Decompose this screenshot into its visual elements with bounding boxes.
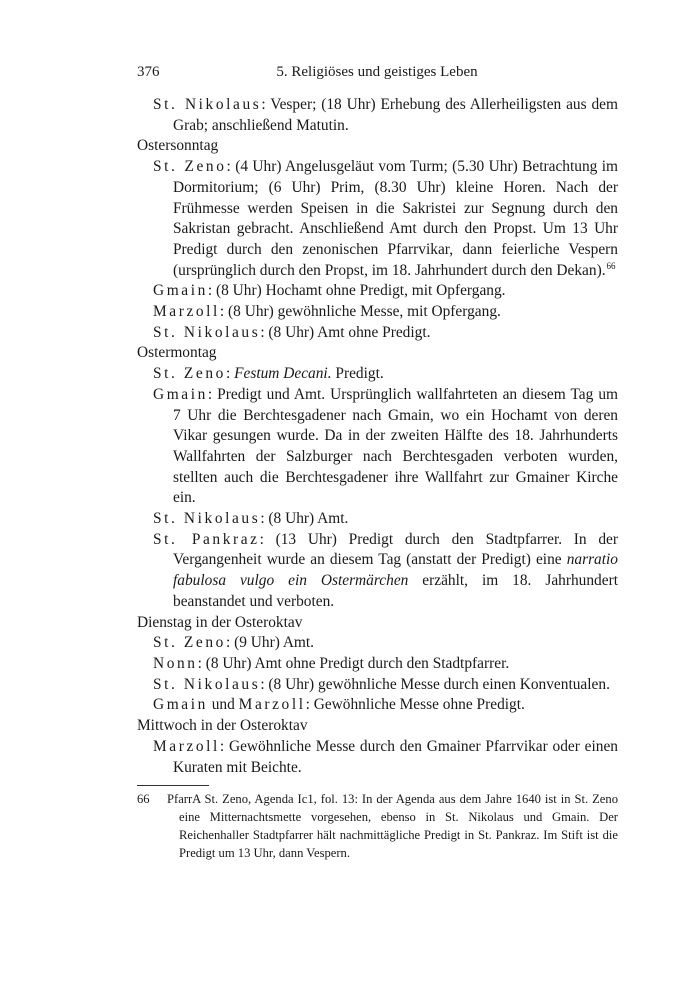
day-heading: Dienstag in der Osteroktav <box>137 613 303 631</box>
schedule-entry <box>137 695 618 716</box>
schedule-entry <box>137 530 618 613</box>
conjunction: und <box>207 696 239 714</box>
schedule-entry <box>137 633 618 654</box>
church-name: St. Nikolaus <box>153 96 262 113</box>
church-name: Gmain <box>153 282 208 300</box>
entry-text: : (8 Uhr) gewöhnliche Messe, mit Opfergang. <box>219 303 501 321</box>
day-heading: Mittwoch in der Osteroktav <box>137 717 308 735</box>
entry-text: : (9 Uhr) Amt. <box>225 634 315 652</box>
entry-text: : (13 Uhr) Predigt durch den Stadtpfarrer. In der Vergangenheit wurde an diesem Tag (anstatt der Predigt) eine <box>173 530 618 569</box>
schedule-entry <box>137 281 618 302</box>
latin-phrase: narratio fabulosa vulgo ein Ostermärchen <box>173 551 618 590</box>
footnote-reference: 66 <box>606 260 616 271</box>
church-name: Gmain <box>153 385 208 403</box>
church-name: Marzoll <box>238 696 306 714</box>
entry-text: : Gewöhnliche Messe durch den Gmainer Pfarrvikar oder einen Kuraten mit Beichte. <box>173 737 618 776</box>
entry-text: : (4 Uhr) Angelusgeläut vom Turm; (5.30 Uhr) Betrachtung im Dormitorium; (6 Uhr) Prim, (8.30 Uhr) kleine Horen. Nach der Frühmesse werden Speisen in die Sakristei zur Segnung durch den Sakristan gebracht. Anschließend Amt durch den Propst. Um 13 Uhr Predigt durch den zenonischen Pfarrvikar, dann feierliche Vespern (ursprünglich durch den Propst, im 18. Jahrhundert durch den Dekan). <box>173 158 618 279</box>
footnote <box>137 790 618 862</box>
church-name: St. Nikolaus <box>153 510 261 528</box>
church-name: St. Zeno <box>153 158 227 176</box>
entry-text: : (8 Uhr) Amt ohne Predigt durch den Stadtpfarrer. <box>197 654 510 672</box>
schedule-entry <box>137 157 618 281</box>
entry-text: Predigt. <box>331 365 384 383</box>
schedule-entry <box>137 654 618 675</box>
schedule-entry <box>137 302 618 323</box>
entry-text: : Vesper; (18 Uhr) Erhebung des Allerheiligsten aus dem Grab; anschließend Matutin. <box>173 96 618 134</box>
church-name: St. Nikolaus <box>153 323 261 341</box>
entry-text: : (8 Uhr) gewöhnliche Messe durch einen Konventualen. <box>260 675 610 693</box>
main-text <box>137 95 618 778</box>
page-header <box>137 62 617 82</box>
schedule-entry <box>137 95 618 136</box>
entry-text: : Predigt und Amt. Ursprünglich wallfahrteten an diesem Tag um 7 Uhr die Berchtesgadener nach Gmain, wo ein Hochamt von deren Vikar gesungen wurde. Da in der zweiten Hälfte des 18. Jahrhunderts Wallfahrten der Salzburger nach Berchtesgaden verboten wurden, stellten auch die Berchtesgadener ihre Wallfahrt zur Gmainer Kirche ein. <box>173 385 618 507</box>
schedule-entry <box>137 675 618 696</box>
footnote-divider <box>137 785 209 786</box>
entry-text: : Gewöhnliche Messe ohne Predigt. <box>305 696 525 714</box>
day-heading: Ostersonntag <box>137 137 219 155</box>
entry-text-continued: erzählt, im 18. Jahrhundert beanstandet und verboten. <box>173 572 618 610</box>
schedule-entry <box>137 385 618 509</box>
schedule-entry <box>137 323 618 344</box>
page-number: 376 <box>137 64 160 80</box>
entry-text: : (8 Uhr) Amt. <box>260 510 349 528</box>
church-name: St. Zeno <box>153 634 226 652</box>
schedule-entry <box>137 737 618 778</box>
church-name: Marzoll <box>153 303 220 321</box>
schedule-entry <box>137 364 618 385</box>
footnote-text: PfarrA St. Zeno, Agenda Ic1, fol. 13: In der Agenda aus dem Jahre 1640 ist in St. Zeno eine Mitternachtsmette vorgesehen, ebenso in St. Nikolaus und Gmain. Der Reichenhaller Stadtpfarrer hält nachmittägliche Predigt in St. Pankraz. Im Stift ist die Predigt um 13 Uhr, dann Vespern. <box>167 792 618 860</box>
entry-separator: : <box>225 365 235 383</box>
church-name: St. Nikolaus <box>153 675 261 693</box>
schedule-entry <box>137 509 618 530</box>
latin-phrase: Festum Decani. <box>234 365 332 383</box>
footnote-number: 66 <box>137 792 150 806</box>
entry-text: : (8 Uhr) Hochamt ohne Predigt, mit Opfergang. <box>207 282 506 300</box>
church-name: Gmain <box>153 696 208 714</box>
day-heading: Ostermontag <box>137 344 217 362</box>
church-name: St. Zeno <box>153 365 226 383</box>
church-name: St. Pankraz <box>153 530 260 548</box>
running-title: 5. Religiöses und geistiges Leben <box>276 64 478 80</box>
church-name: Marzoll <box>153 737 220 755</box>
entry-text: : (8 Uhr) Amt ohne Predigt. <box>260 323 431 341</box>
church-name: Nonn <box>153 654 198 672</box>
